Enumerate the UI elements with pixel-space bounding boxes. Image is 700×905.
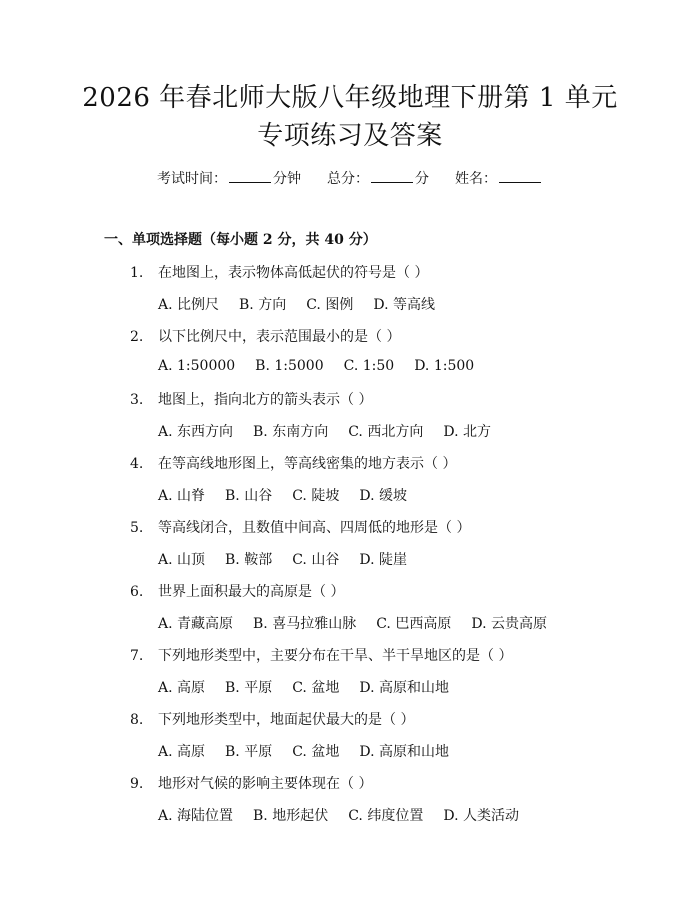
question-text: 在等高线地形图上，等高线密集的地方表示（ ） xyxy=(158,456,457,472)
question-options xyxy=(158,549,407,569)
score-label: 总分： xyxy=(327,171,369,187)
option: C. 盆地 xyxy=(292,680,340,696)
question xyxy=(130,517,470,537)
exam-meta xyxy=(0,168,700,188)
question-text: 地图上，指向北方的箭头表示（ ） xyxy=(158,392,373,408)
question-options xyxy=(158,741,449,761)
question xyxy=(130,773,372,793)
option: C. 陡坡 xyxy=(292,488,340,504)
question-number: 4. xyxy=(130,456,144,472)
question-number: 5. xyxy=(130,520,144,536)
option: B. 地形起伏 xyxy=(253,808,329,824)
question-text: 下列地形类型中，主要分布在干旱、半干旱地区的是（ ） xyxy=(158,648,513,664)
option: B. 1:5000 xyxy=(255,358,324,374)
question xyxy=(130,645,512,665)
question-text: 世界上面积最大的高原是（ ） xyxy=(158,584,345,600)
option: B. 方向 xyxy=(239,297,287,313)
question-number: 1. xyxy=(130,265,144,281)
option: A. 1:50000 xyxy=(158,358,236,374)
option: C. 巴西高原 xyxy=(376,616,452,632)
option: B. 平原 xyxy=(225,680,273,696)
question-options xyxy=(158,805,519,825)
question-number: 7. xyxy=(130,648,144,664)
option: D. 等高线 xyxy=(373,297,435,313)
question-number: 9. xyxy=(130,776,144,792)
option: B. 山谷 xyxy=(225,488,273,504)
page-subtitle: 专项练习及答案 xyxy=(257,121,443,151)
time-label: 考试时间： xyxy=(157,171,227,187)
option: B. 喜马拉雅山脉 xyxy=(253,616,357,632)
question-options xyxy=(158,613,547,633)
option: C. 山谷 xyxy=(292,552,340,568)
question-options xyxy=(158,294,435,314)
question xyxy=(130,326,400,346)
option: C. 1:50 xyxy=(343,358,395,374)
option: C. 纬度位置 xyxy=(348,808,424,824)
option: B. 东南方向 xyxy=(253,424,329,440)
question-number: 6. xyxy=(130,584,144,600)
question xyxy=(130,709,414,729)
question xyxy=(130,262,428,282)
question-options xyxy=(158,485,407,505)
name-label: 姓名： xyxy=(455,171,497,187)
option: B. 平原 xyxy=(225,744,273,760)
question xyxy=(130,453,456,473)
score-unit: 分 xyxy=(415,171,429,187)
question xyxy=(130,389,372,409)
option: A. 高原 xyxy=(158,744,206,760)
option: D. 缓坡 xyxy=(359,488,407,504)
option: A. 比例尺 xyxy=(158,297,220,313)
question-text: 等高线闭合，且数值中间高、四周低的地形是（ ） xyxy=(158,520,471,536)
option: C. 盆地 xyxy=(292,744,340,760)
question-text: 下列地形类型中，地面起伏最大的是（ ） xyxy=(158,712,415,728)
section-heading: 一、单项选择题（每小题 2 分，共 40 分） xyxy=(104,232,377,248)
option: A. 山顶 xyxy=(158,552,206,568)
option: C. 西北方向 xyxy=(348,424,424,440)
option: B. 鞍部 xyxy=(225,552,273,568)
question-options xyxy=(158,677,449,697)
option: D. 北方 xyxy=(443,424,491,440)
question-number: 2. xyxy=(130,329,144,345)
option: A. 山脊 xyxy=(158,488,206,504)
page-title: 2026 年春北师大版八年级地理下册第 1 单元 xyxy=(82,83,618,113)
option: D. 高原和山地 xyxy=(359,744,449,760)
option: A. 青藏高原 xyxy=(158,616,234,632)
option: D. 人类活动 xyxy=(443,808,519,824)
question xyxy=(130,581,344,601)
time-unit: 分钟 xyxy=(273,171,301,187)
question-text: 地形对气候的影响主要体现在（ ） xyxy=(158,776,373,792)
option: A. 海陆位置 xyxy=(158,808,234,824)
question-options xyxy=(158,358,474,374)
question-options xyxy=(158,421,491,441)
option: D. 云贵高原 xyxy=(471,616,547,632)
option: D. 陡崖 xyxy=(359,552,407,568)
question-number: 8. xyxy=(130,712,144,728)
option: A. 东西方向 xyxy=(158,424,234,440)
option: C. 图例 xyxy=(306,297,354,313)
question-text: 在地图上，表示物体高低起伏的符号是（ ） xyxy=(158,265,429,281)
time-blank xyxy=(229,170,271,183)
option: D. 高原和山地 xyxy=(359,680,449,696)
option: A. 高原 xyxy=(158,680,206,696)
option: D. 1:500 xyxy=(414,358,475,374)
score-blank xyxy=(371,170,413,183)
question-number: 3. xyxy=(130,392,144,408)
name-blank xyxy=(499,170,541,183)
question-text: 以下比例尺中，表示范围最小的是（ ） xyxy=(158,329,401,345)
